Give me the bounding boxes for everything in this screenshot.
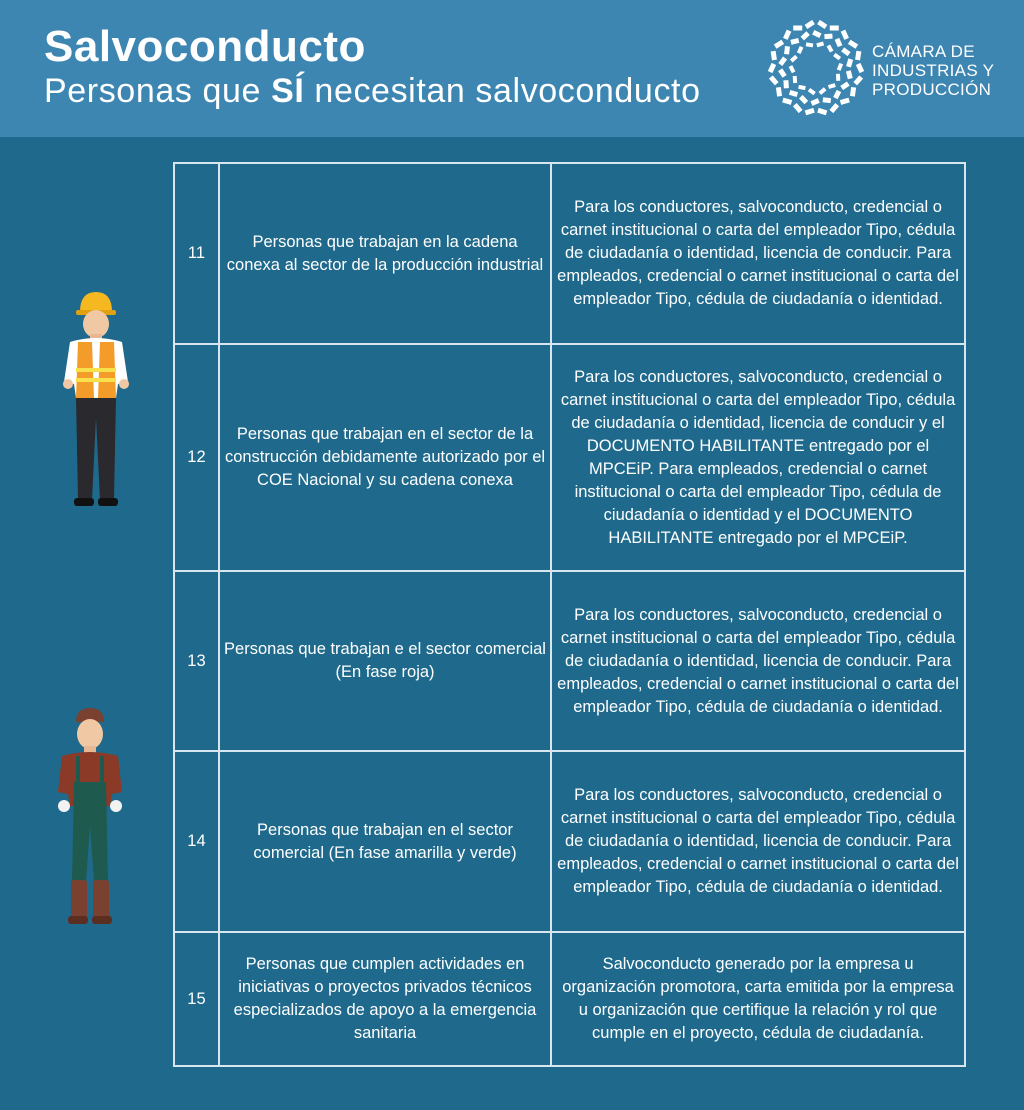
page-title: Salvoconducto <box>44 22 366 71</box>
subtitle-post: necesitan salvoconducto <box>304 72 701 110</box>
camara-logo-text <box>872 42 994 99</box>
page-subtitle <box>44 72 701 111</box>
row-requirements: Para los conductores, salvoconducto, credencial o carnet institucional o carta del empleador Tipo, cédula de ciudadanía o identidad, licencia de conducir. Para empleados, credencial o carnet institucional o carta del empleador Tipo, cédula de ciudadanía o identidad. <box>551 571 965 751</box>
row-description: Personas que trabajan en la cadena conexa al sector de la producción industrial <box>219 163 551 344</box>
table-row <box>174 163 965 344</box>
row-requirements: Para los conductores, salvoconducto, credencial o carnet institucional o carta del empleador Tipo, cédula de ciudadanía o identidad, licencia de conducir y el DOCUMENTO HABILITANTE entregado por el MPCEiP. Para empleados, credencial o carnet institucional o carta del empleador Tipo, cédula de ciudadanía o identidad y el DOCUMENTO HABILITANTE entregado por el MPCEiP. <box>551 344 965 571</box>
subtitle-emphasis: SÍ <box>271 72 305 110</box>
row-number: 11 <box>174 163 219 344</box>
overalls-worker-icon <box>52 706 128 928</box>
subtitle-pre: Personas que <box>44 72 272 110</box>
row-requirements: Para los conductores, salvoconducto, credencial o carnet institucional o carta del empleador Tipo, cédula de ciudadanía o identidad, licencia de conducir. Para empleados, credencial o carnet institucional o carta del empleador Tipo, cédula de ciudadanía o identidad. <box>551 163 965 344</box>
row-description: Personas que trabajan e el sector comercial (En fase roja) <box>219 571 551 751</box>
row-number: 15 <box>174 932 219 1066</box>
row-requirements: Para los conductores, salvoconducto, credencial o carnet institucional o carta del empleador Tipo, cédula de ciudadanía o identidad, licencia de conducir. Para empleados, credencial o carnet institucional o carta del empleador Tipo, cédula de ciudadanía o identidad. <box>551 751 965 932</box>
table-row <box>174 571 965 751</box>
row-number: 14 <box>174 751 219 932</box>
construction-worker-icon <box>58 290 134 512</box>
logo-line-2: INDUSTRIAS Y <box>872 61 995 80</box>
logo-line-1: CÁMARA DE <box>872 42 975 61</box>
row-requirements: Salvoconducto generado por la empresa u organización promotora, carta emitida por la empresa u organización que certifique la relación y rol que cumple en el proyecto, cédula de ciudadanía. <box>551 932 965 1066</box>
table-row <box>174 751 965 932</box>
row-number: 13 <box>174 571 219 751</box>
row-description: Personas que trabajan en el sector de la construcción debidamente autorizado por el COE Nacional y su cadena conexa <box>219 344 551 571</box>
table-row <box>174 344 965 571</box>
row-description: Personas que trabajan en el sector comercial (En fase amarilla y verde) <box>219 751 551 932</box>
table-row <box>174 932 965 1066</box>
header-banner <box>0 0 1024 137</box>
row-description: Personas que cumplen actividades en iniciativas o proyectos privados técnicos especializados de apoyo a la emergencia sanitaria <box>219 932 551 1066</box>
camara-logo-icon <box>766 18 866 118</box>
row-number: 12 <box>174 344 219 571</box>
requirements-table <box>173 162 966 1067</box>
logo-line-3: PRODUCCIÓN <box>872 80 992 99</box>
